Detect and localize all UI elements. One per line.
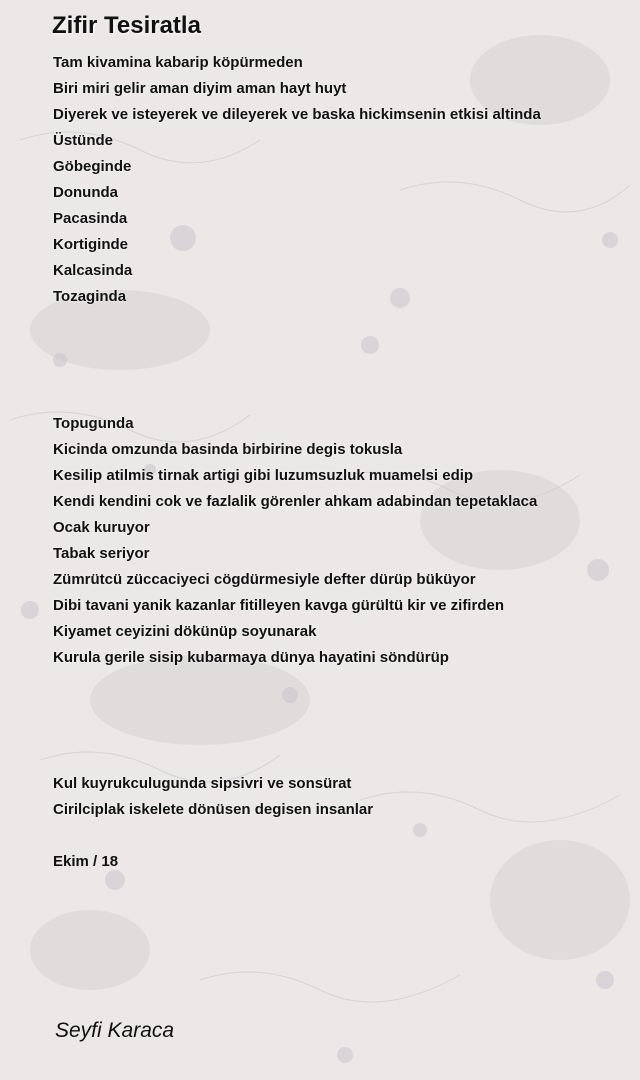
poem-line: Tabak seriyor <box>53 545 150 562</box>
author-name: Seyfi Karaca <box>55 1019 175 1042</box>
poem-line: Göbeginde <box>53 158 132 175</box>
poem-line: Diyerek ve isteyerek ve dileyerek ve baska hickimsenin etkisi altinda <box>53 106 541 123</box>
poem-line: Kesilip atilmis tirnak artigi gibi luzumsuzluk muamelsi edip <box>53 467 474 484</box>
poem-line: Tam kivamina kabarip köpürmeden <box>53 54 303 71</box>
stanza-3 <box>53 771 373 823</box>
poem-line: Biri miri gelir aman diyim aman hayt huyt <box>53 80 347 97</box>
poem-line: Pacasinda <box>53 210 128 227</box>
stanza-1 <box>53 50 541 310</box>
poem-line: Kortiginde <box>53 236 128 253</box>
poem-line: Kendi kendini cok ve fazlalik görenler ahkam adabindan tepetaklaca <box>53 493 538 510</box>
poem-line: Kiyamet ceyizini dökünüp soyunarak <box>53 623 317 640</box>
poem-date: Ekim / 18 <box>53 853 119 870</box>
poem-line: Kul kuyrukculugunda sipsivri ve sonsürat <box>53 775 352 792</box>
poem-title: Zifir Tesiratla <box>52 12 201 39</box>
poem-line: Üstünde <box>53 132 113 149</box>
poem-line: Tozaginda <box>53 288 127 305</box>
poem-line: Kurula gerile sisip kubarmaya dünya hayatini söndürüp <box>53 649 449 666</box>
poem-line: Zümrütcü züccaciyeci cögdürmesiyle defter dürüp büküyor <box>53 571 476 588</box>
poem-line: Cirilciplak iskelete dönüsen degisen insanlar <box>53 801 374 818</box>
poem-line: Dibi tavani yanik kazanlar fitilleyen kavga gürültü kir ve zifirden <box>53 597 504 614</box>
poem-line: Donunda <box>53 184 118 201</box>
poem-line: Kalcasinda <box>53 262 133 279</box>
poem-line: Kicinda omzunda basinda birbirine degis tokusla <box>53 441 403 458</box>
poem-line: Topugunda <box>53 415 134 432</box>
stanza-2 <box>53 411 537 671</box>
poem-line: Ocak kuruyor <box>53 519 150 536</box>
